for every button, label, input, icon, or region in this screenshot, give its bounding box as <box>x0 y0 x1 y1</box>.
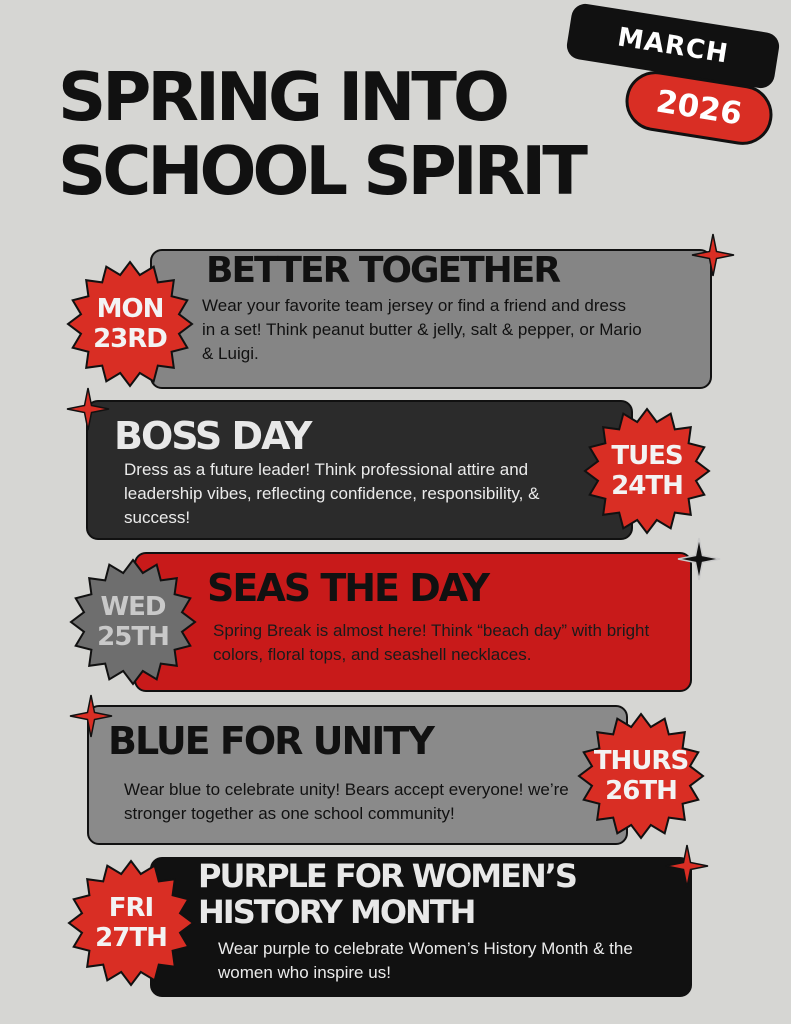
card-monday-title: BETTER TOGETHER <box>206 250 560 291</box>
burst-friday-date: 27TH <box>95 923 167 953</box>
burst-monday <box>65 259 195 389</box>
card-tuesday-description: Dress as a future leader! Think professional attire and leadership vibes, reflecting confidence, responsibility, & success! <box>124 460 540 527</box>
month-pill: MARCH <box>565 2 781 90</box>
card-thursday-description: Wear blue to celebrate unity! Bears accept everyone! we’re stronger together as one school community! <box>124 780 569 823</box>
burst-thursday-day: THURS <box>593 746 689 776</box>
card-friday-title <box>198 858 576 930</box>
sparkle-icon <box>664 843 710 889</box>
card-thursday-title: BLUE FOR UNITY <box>108 719 433 763</box>
title-line-1: SPRING INTO <box>58 58 506 136</box>
card-friday-description: Wear purple to celebrate Women’s History Month & the women who inspire us! <box>218 939 633 982</box>
burst-tuesday-date: 24TH <box>611 471 683 501</box>
burst-wednesday <box>68 557 198 687</box>
title-line-2: SCHOOL SPIRIT <box>58 132 584 210</box>
card-wednesday-description: Spring Break is almost here! Think “beach day” with bright colors, floral tops, and seashell necklaces. <box>213 621 650 664</box>
burst-friday-day: FRI <box>108 893 154 923</box>
year-pill: 2026 <box>621 67 777 149</box>
burst-monday-day: MON <box>96 294 164 324</box>
sparkle-icon <box>68 693 114 739</box>
burst-wednesday-day: WED <box>100 592 166 622</box>
sparkle-icon <box>690 232 736 278</box>
sparkle-icon <box>676 536 722 582</box>
card-monday-description: Wear your favorite team jersey or find a friend and dress in a set! Think peanut butter & jelly, salt & pepper, or Mario & Luigi. <box>202 296 642 363</box>
burst-thursday <box>576 711 706 841</box>
card-tuesday-title: BOSS DAY <box>114 414 311 458</box>
burst-wednesday-date: 25TH <box>97 622 169 652</box>
burst-monday-date: 23RD <box>93 324 167 354</box>
card-friday-title-line-2: HISTORY MONTH <box>198 893 475 931</box>
sparkle-icon <box>65 386 111 432</box>
burst-thursday-date: 26TH <box>605 776 677 806</box>
burst-friday <box>66 858 196 988</box>
burst-tuesday-day: TUES <box>611 441 683 471</box>
burst-tuesday <box>582 406 712 536</box>
card-wednesday-title: SEAS THE DAY <box>207 566 489 610</box>
card-friday-title-line-1: PURPLE FOR WOMEN’S <box>198 857 576 895</box>
